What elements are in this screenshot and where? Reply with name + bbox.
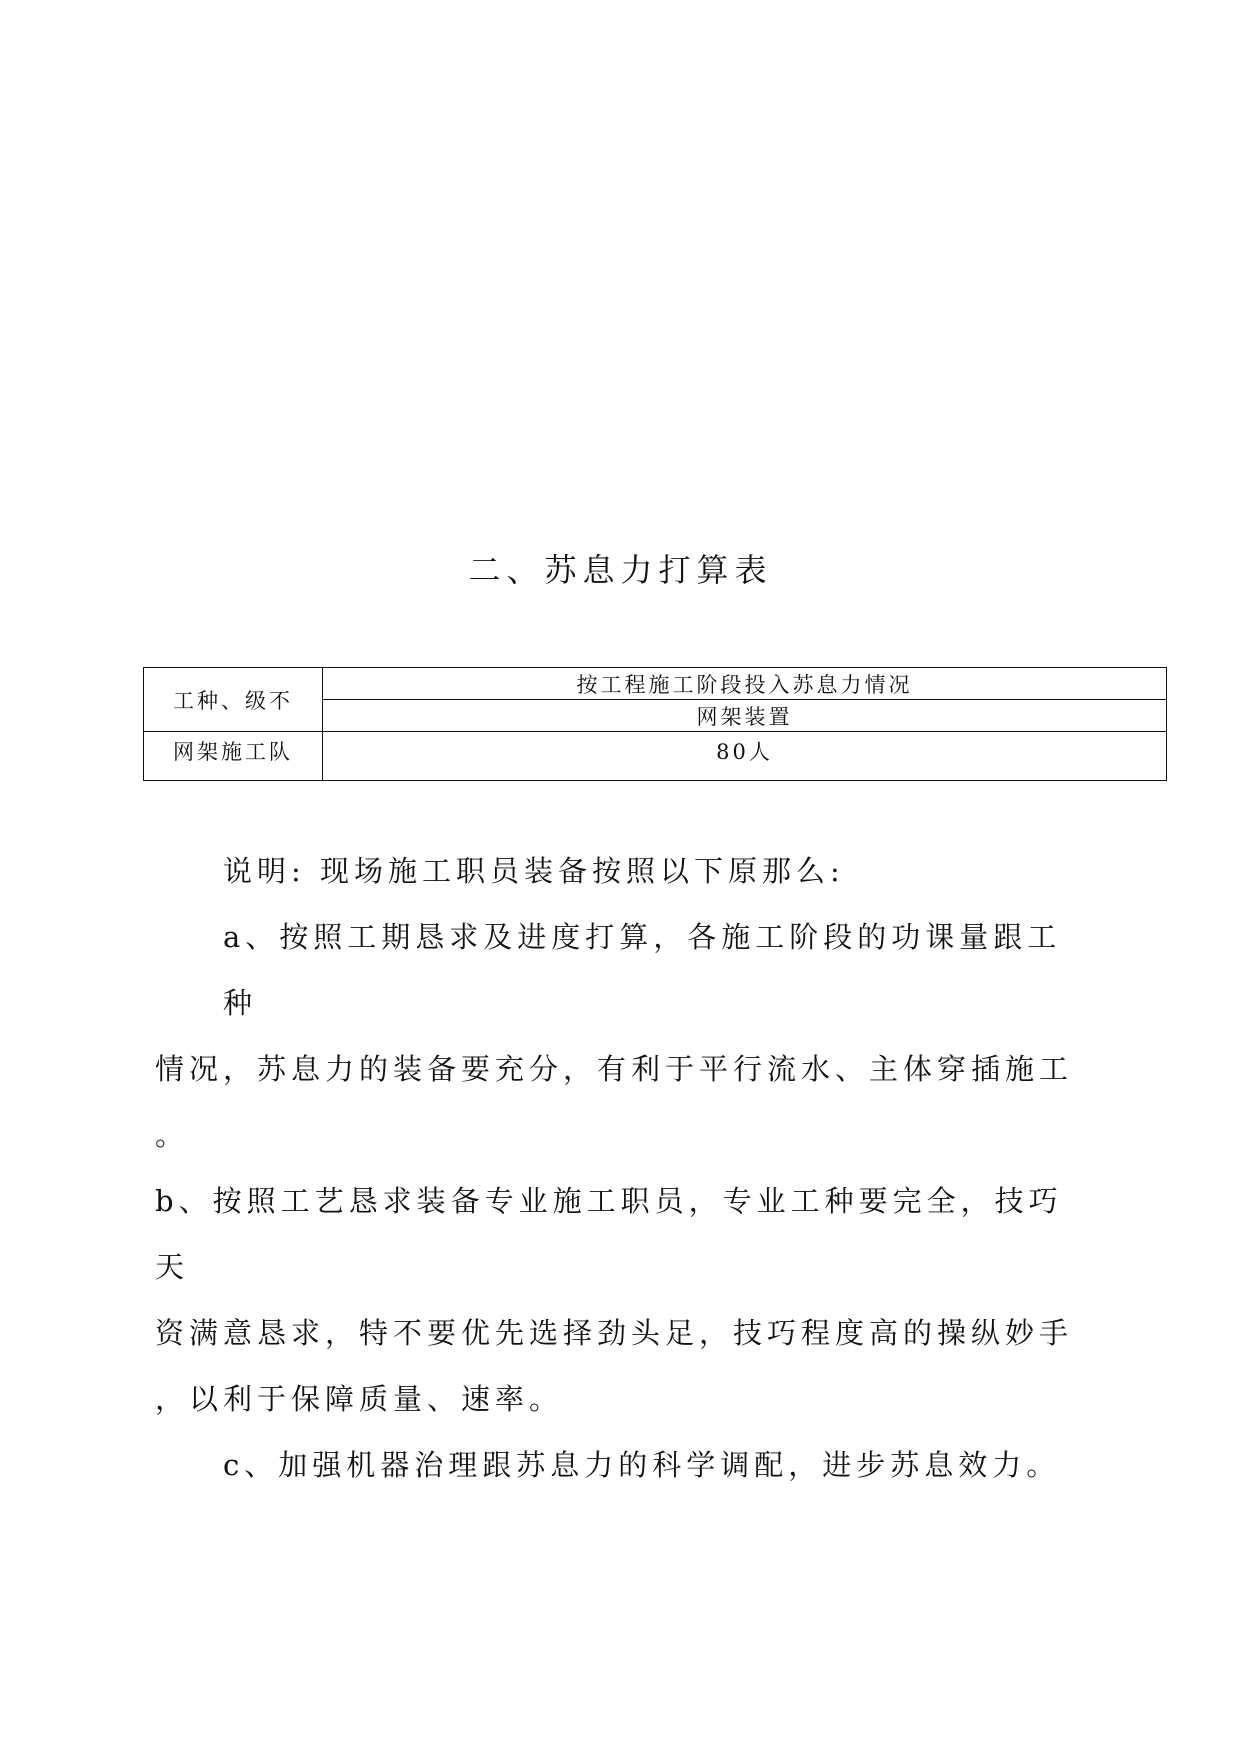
worker-count-cell: 80人 bbox=[323, 732, 1167, 781]
note-c: c、加强机器治理跟苏息力的科学调配，进步苏息效力。 bbox=[223, 1448, 1061, 1482]
note-a-line-2: 情况，苏息力的装备要充分，有利于平行流水、主体穿插施工 bbox=[155, 1052, 1074, 1086]
note-b-line-2: 资满意恳求，特不要优先选择劲头足，技巧程度高的操纵妙手 bbox=[155, 1316, 1074, 1350]
note-a-line-1: a、按照工期恳求及进度打算，各施工阶段的功课量跟工种 bbox=[223, 920, 1062, 1020]
note-b-line-3: ，以利于保障质量、速率。 bbox=[155, 1382, 564, 1416]
notes-section bbox=[155, 838, 1085, 1498]
labor-plan-table bbox=[143, 667, 1167, 781]
worker-type-cell: 网架施工队 bbox=[144, 732, 323, 781]
row-header-cell: 工种、级不 bbox=[144, 668, 323, 732]
notes-intro: 说明: 现场施工职员装备按照以下原那么: bbox=[223, 854, 845, 888]
table-header-row bbox=[144, 668, 1167, 700]
group-header-cell: 按工程施工阶段投入苏息力情况 bbox=[323, 668, 1167, 700]
table-row bbox=[144, 732, 1167, 781]
stage-header-cell: 网架装置 bbox=[323, 700, 1167, 732]
note-a-line-3: 。 bbox=[155, 1118, 190, 1152]
page-title: 二、苏息力打算表 bbox=[468, 551, 773, 589]
note-b-line-1: b、按照工艺恳求装备专业施工职员，专业工种要完全，技巧天 bbox=[155, 1184, 1063, 1284]
